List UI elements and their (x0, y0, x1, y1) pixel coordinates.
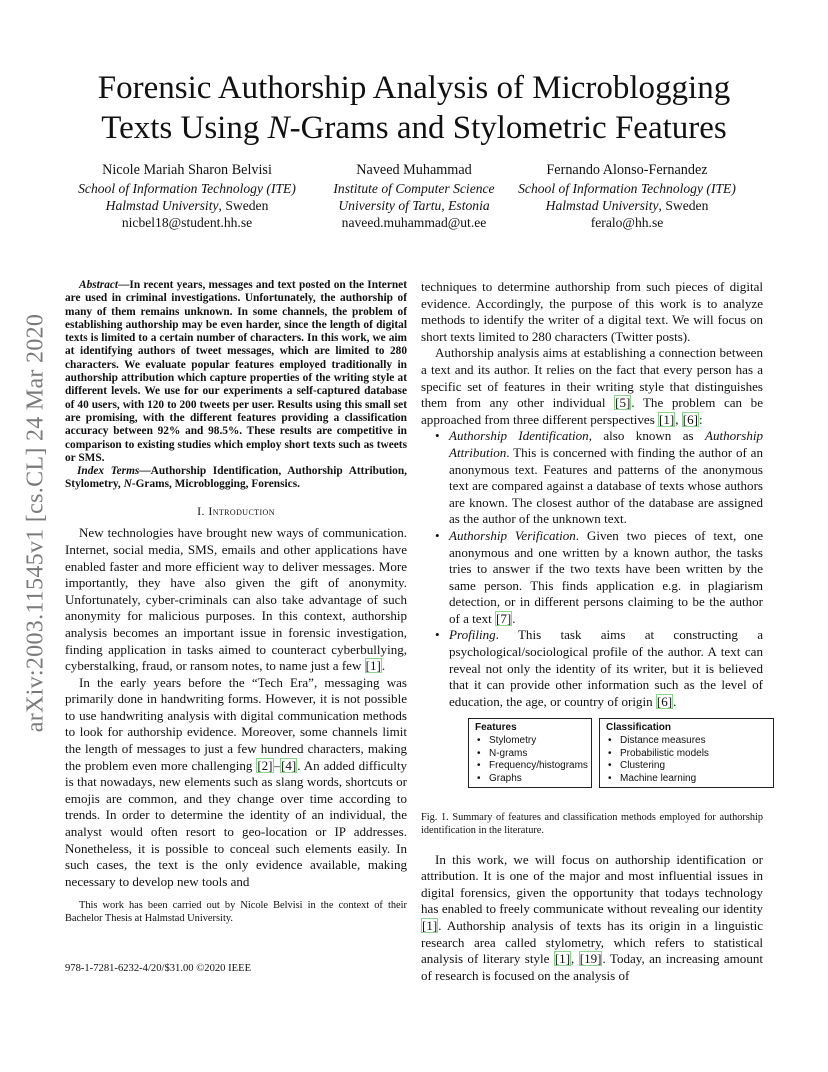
classification-heading: Classification (606, 722, 672, 733)
author-email[interactable]: nicbel18@student.hh.se (121, 215, 253, 230)
author-name: Nicole Mariah Sharon Belvisi (102, 162, 272, 178)
author-institution (67, 197, 307, 214)
author-affiliation: School of Information Technology (ITE) (518, 181, 736, 196)
bullet-icon: • (435, 428, 440, 444)
citation-link[interactable]: [5] (615, 395, 631, 411)
list-item-term: Profiling (449, 627, 496, 643)
paragraph-text: In this work, we will focus on authorship identification or attribution. It is one of the major and most influential issues in digital forensics, given the opportunity that todays technology has enabled to freely communicate without revealing our identity (421, 851, 763, 917)
abstract-label: Abstract (79, 279, 119, 291)
paragraph-text: , (675, 411, 682, 427)
classification-item: • Clustering (606, 760, 767, 773)
section-number: I. (197, 503, 205, 518)
copyright-notice: 978-1-7281-6232-4/20/$31.00 ©2020 IEEE (65, 963, 252, 974)
author-institution-name: Halmstad University (105, 198, 219, 213)
author-country: , Sweden (218, 198, 269, 213)
figure-caption: Fig. 1. Summary of features and classification methods employed for authorship identification in the literature. (421, 812, 763, 837)
list-item-text: . (512, 610, 516, 626)
title-line-1: Forensic Authorship Analysis of Microblogging (97, 70, 731, 106)
list-item (421, 627, 763, 710)
list-item-text: , also known as (588, 428, 705, 444)
feature-item: • N-grams (475, 748, 585, 761)
title-variable-n: N (267, 110, 290, 146)
paragraph-text: – (273, 757, 281, 773)
footnote: This work has been carried out by Nicole Belvisi in the context of their Bachelor Thesis at Halmstad University. (65, 900, 407, 924)
section-heading-introduction (65, 503, 407, 520)
citation-link[interactable]: [7] (496, 610, 512, 626)
list-item-term: Authorship Verification (449, 527, 576, 543)
abstract-text: —In recent years, messages and text posted on the Internet are used in criminal investigations. Unfortunately, the authorship of many of them remains unknown. In some channels, the problem of establishing authorship may be even harder, since the length of digital texts is limited to a certain number of characters. In this work, we aim at identifying authors of tweet messages, which are limited to 280 characters. We evaluate popular features employed traditionally in authorship attribution which capture properties of the writing style at different levels. We use for our experiments a self-captured database of 40 users, with 120 to 200 tweets per user. Results using this small set are promising, with the different features providing a classification accuracy between 92% and 98.5%. These results are competitive in comparison to existing studies which employ short texts such as tweets or SMS. (65, 279, 407, 464)
section-title: Introduction (208, 503, 275, 518)
classification-box (599, 718, 774, 788)
citation-link[interactable]: [1] (365, 658, 381, 674)
paragraph-text: New technologies have brought new ways of communication. Internet, social media, SMS, emails and other applications have enabled faster and more efficient way to deliver messages. More importantly, they have also given the gift of anonymity. Unfortunately, cyber-criminals can also take advantage of such anonymity for malicious purposes. In this context, authorship analysis becomes an important issue in forensic investigation, finding application in tasks aimed to counteract cyberbullying, cyberstalking, fraud, or ransom notes, to name just a few (65, 525, 407, 674)
author-block-1 (67, 162, 307, 231)
title-line-2-post: -Grams and Stylometric Features (289, 110, 727, 146)
classification-item: • Distance measures (606, 735, 767, 748)
list-item-term: Authorship Identification (449, 428, 589, 444)
abstract (65, 279, 407, 465)
right-column (421, 279, 763, 984)
title-line-2-pre: Texts Using (101, 110, 268, 146)
author-affiliation: School of Information Technology (ITE) (78, 181, 296, 196)
author-name: Fernando Alonso-Fernandez (546, 162, 708, 178)
list-item-text: . This is concerned with finding the author of an anonymous text. Features and patterns of the anonymous text are compared against a database of texts whose authors are known. The closest author of the database are assigned as the author of the unknown text. (449, 444, 763, 527)
classification-item: • Machine learning (606, 773, 767, 786)
author-email[interactable]: feralo@hh.se (590, 215, 664, 230)
citation-link[interactable]: [2] (257, 757, 273, 773)
right-paragraph-1: techniques to determine authorship from such pieces of digital evidence. Accordingly, the purpose of this work is to analyze methods to identify the writer of a digital text. We will focus on short texts limited to 280 characters (Twitter posts). (421, 279, 763, 344)
index-terms (65, 465, 407, 492)
feature-item: • Frequency/histograms (475, 760, 585, 773)
bullet-icon: • (435, 627, 440, 643)
paragraph-text: In the early years before the “Tech Era”, messaging was primarily done in handwriting forms. However, it is not possible to use handwriting analysis with digital communication methods to look for authorship evidence. Moreover, some channels limit the length of messages to just a few hundred characters, making the problem even more challenging (65, 674, 407, 773)
classification-item: • Probabilistic models (606, 748, 767, 761)
intro-paragraph-1 (65, 525, 407, 674)
list-item-text: . This task aims at constructing a psychological/sociological profile of the author. A text can reveal not only the identity of its writer, but it is believed that it can provide other information such as the level of education, the age, or country of origin (449, 627, 763, 709)
paragraph-text: , (571, 951, 579, 967)
author-block-2 (294, 162, 534, 231)
paragraph-text: . (381, 658, 386, 674)
citation-link[interactable]: [6] (682, 411, 698, 427)
paragraph-text: . Today, an increasing amount of research is focused on the analysis of (421, 951, 763, 983)
paragraph-text: . The problem can be approached from three different perspectives (421, 395, 763, 427)
features-box (468, 718, 592, 788)
arxiv-side-label (16, 283, 56, 763)
citation-link[interactable]: [1] (659, 411, 675, 427)
author-institution (507, 197, 747, 214)
paper-title (0, 68, 828, 148)
author-email[interactable]: naveed.muhammad@ut.ee (341, 215, 487, 230)
list-item (421, 428, 763, 528)
features-heading: Features (475, 722, 517, 733)
arxiv-identifier: arXiv:2003.11545v1 [cs.CL] 24 Mar 2020 (22, 313, 49, 733)
author-affiliation: Institute of Computer Science (333, 181, 495, 196)
citation-link[interactable]: [6] (656, 693, 673, 709)
citation-link[interactable]: [19] (579, 951, 602, 967)
list-item-text: . Given two pieces of text, one anonymous and one written by a known author, the tasks tries to answer if the two texts have been written by the same person. This finds application e.g. in plagiarism detection, or in different persons claiming to be the author of a text (449, 527, 763, 626)
author-institution-name: Halmstad University (545, 198, 659, 213)
intro-paragraph-2 (65, 675, 407, 891)
feature-item: • Graphs (475, 773, 585, 786)
index-terms-text-2: -Grams, Microblogging, Forensics. (131, 478, 300, 491)
list-item-term: Authorship Attribution (449, 428, 763, 460)
author-institution-name: University of Tartu, Estonia (338, 198, 490, 213)
right-paragraph-3 (421, 852, 763, 985)
author-institution (294, 197, 534, 214)
right-paragraph-2 (421, 345, 763, 428)
paragraph-text: . An added difficulty is that nowadays, new elements such as slang words, shortcuts or emojis are common, and they change over time according to trends. In order to determine the identity of an individual, the analyst would often resort to geo-location or IP addresses. Nonetheless, it is possible to conceal such elements easily. In such cases, the text is the only evidence available, making necessary to develop new tools and (65, 757, 407, 889)
left-column (65, 279, 407, 926)
citation-link[interactable]: [1] (554, 951, 571, 967)
index-terms-label: Index Terms (77, 465, 140, 478)
index-terms-variable: N (123, 478, 132, 491)
citation-link[interactable]: [1] (422, 918, 438, 933)
author-block-3 (507, 162, 747, 231)
paragraph-text: : (699, 411, 703, 427)
list-item (421, 528, 763, 628)
paragraph-text: . Authorship analysis of texts has its origin in a linguistic research area called stylometry, which refers to statistical analysis of literary style (421, 918, 763, 967)
title-line-2 (0, 108, 828, 148)
list-item-text: . (673, 693, 677, 709)
citation-link[interactable]: [4] (281, 757, 297, 773)
feature-item: • Stylometry (475, 735, 585, 748)
index-terms-text: —Authorship Identification, Authorship Attribution, Stylometry, (65, 465, 407, 491)
bullet-icon: • (435, 527, 440, 543)
paragraph-text: Authorship analysis aims at establishing a connection between a text and its author. It relies on the fact that every person has a specific set of features in their writing style that distinguishes them from any other individual (421, 345, 763, 411)
author-name: Naveed Muhammad (356, 162, 472, 178)
figure-1 (468, 718, 774, 790)
perspectives-list (421, 428, 763, 710)
author-country: , Sweden (658, 198, 709, 213)
